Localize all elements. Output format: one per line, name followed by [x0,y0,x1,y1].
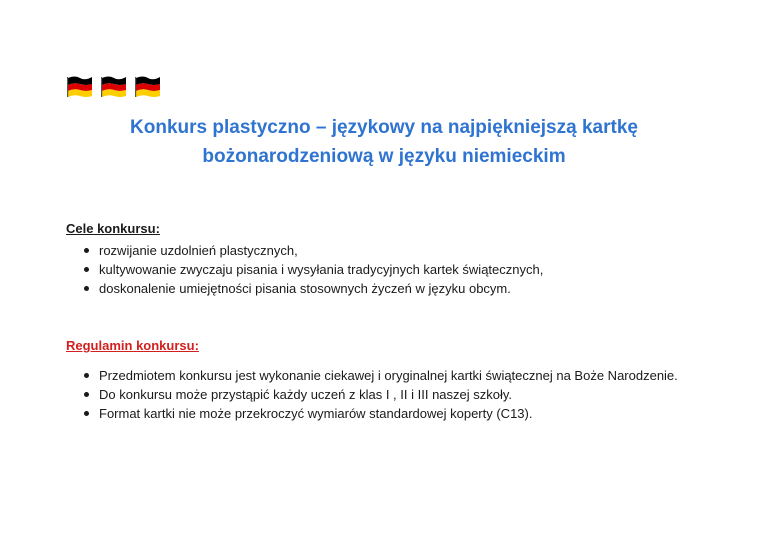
list-item: kultywowanie zwyczaju pisania i wysyłania tradycyjnych kartek świątecznych, [84,260,704,279]
german-flag-icon [134,74,162,98]
list-item: Przedmiotem konkursu jest wykonanie ciekawej i oryginalnej kartki świątecznej na Boże Narodzenie. [84,366,704,385]
german-flag-icon [100,74,128,98]
list-item: doskonalenie umiejętności pisania stosownych życzeń w języku obcym. [84,279,704,298]
flags-row [66,74,162,98]
german-flag-icon [66,74,94,98]
rules-heading: Regulamin konkursu: [66,338,199,353]
title-line-1: Konkurs plastyczno – językowy na najpiękniejszą kartkę [130,117,638,138]
goals-heading: Cele konkursu: [66,221,160,236]
rules-list [84,366,704,423]
list-item: rozwijanie uzdolnień plastycznych, [84,241,704,260]
page-title [40,113,728,171]
goals-list [84,241,704,298]
list-item: Format kartki nie może przekroczyć wymiarów standardowej koperty (C13). [84,404,704,423]
title-line-2: bożonarodzeniową w języku niemieckim [202,146,566,167]
list-item: Do konkursu może przystąpić każdy uczeń z klas I , II i III naszej szkoły. [84,385,704,404]
